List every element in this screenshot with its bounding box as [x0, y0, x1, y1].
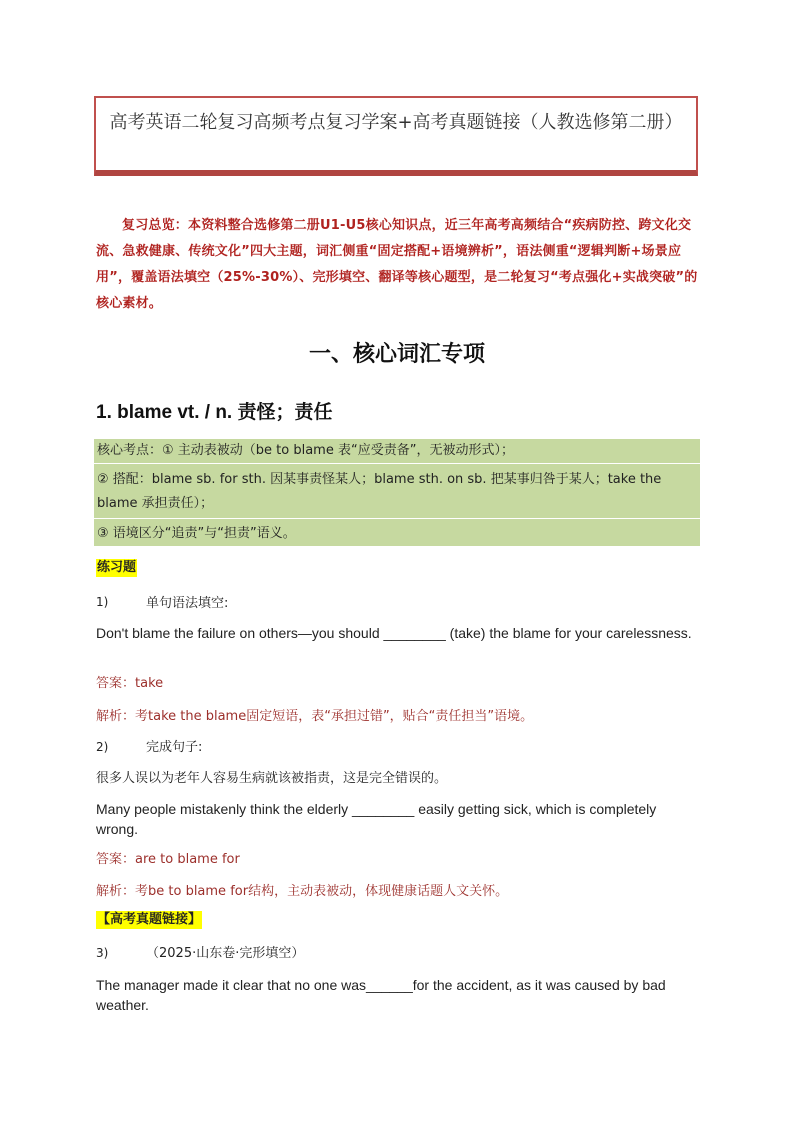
practice-label: 练习题 [97, 560, 137, 575]
document-title: 高考英语二轮复习高频考点复习学案+高考真题链接（人教选修第二册） [94, 96, 698, 176]
question-1-number: 1) [96, 595, 109, 609]
question-3-heading: （2025·山东卷·完形填空） [146, 946, 305, 961]
question-2-heading: 完成句子: [146, 740, 203, 755]
question-2-chinese: 很多人误以为老年人容易生病就该被指责，这是完全错误的。 [96, 771, 448, 786]
core-point-3: ③ 语境区分“追责”与“担责”语义。 [97, 526, 296, 541]
question-1-analysis: 解析：考take the blame固定短语，表“承担过错”，贴合“责任担当”语境。 [96, 709, 534, 724]
question-2-text: Many people mistakenly think the elderly ________ easily getting sick, which is completely wrong. [96, 801, 657, 837]
core-point-2: ② 搭配：blame sb. for sth. 因某事责怪某人；blame sth. on sb. 把某事归咎于某人；take the blame 承担责任）； [94, 464, 700, 519]
question-1-text: Don't blame the failure on others—you should ________ (take) the blame for your carelessness. [96, 625, 692, 641]
section-title: 一、核心词汇专项 [308, 342, 485, 367]
question-1-answer: 答案：take [96, 676, 164, 691]
word-entry-title: 1. blame vt. / n. 责怪；责任 [96, 402, 333, 423]
question-2-answer: 答案：are to blame for [96, 852, 240, 867]
question-2-analysis: 解析：考be to blame for结构，主动表被动，体现健康话题人文关怀。 [96, 884, 509, 899]
question-3-number: 3) [96, 946, 109, 960]
core-point-1: 核心考点：① 主动表被动（be to blame 表“应受责备”，无被动形式）； [94, 439, 700, 464]
question-1-heading: 单句语法填空: [146, 596, 229, 611]
real-exam-label: 【高考真题链接】 [97, 912, 202, 927]
review-overview: 复习总览：本资料整合选修第二册U1-U5核心知识点，近三年高考高频结合“疾病防控、跨文化交流、急救健康、传统文化”四大主题，词汇侧重“固定搭配+语境辨析”，语法侧重“逻辑判断+场景应用”，覆盖语法填空（25%-30%）、完形填空、翻译等核心题型，是二轮复习“考点强化+实战突破”的核心素材。 [96, 218, 698, 311]
question-2-number: 2) [96, 740, 109, 754]
question-3-text: The manager made it clear that no one was______for the accident, as it was caused by bad weather. [96, 977, 666, 1013]
core-points-box [94, 439, 700, 546]
